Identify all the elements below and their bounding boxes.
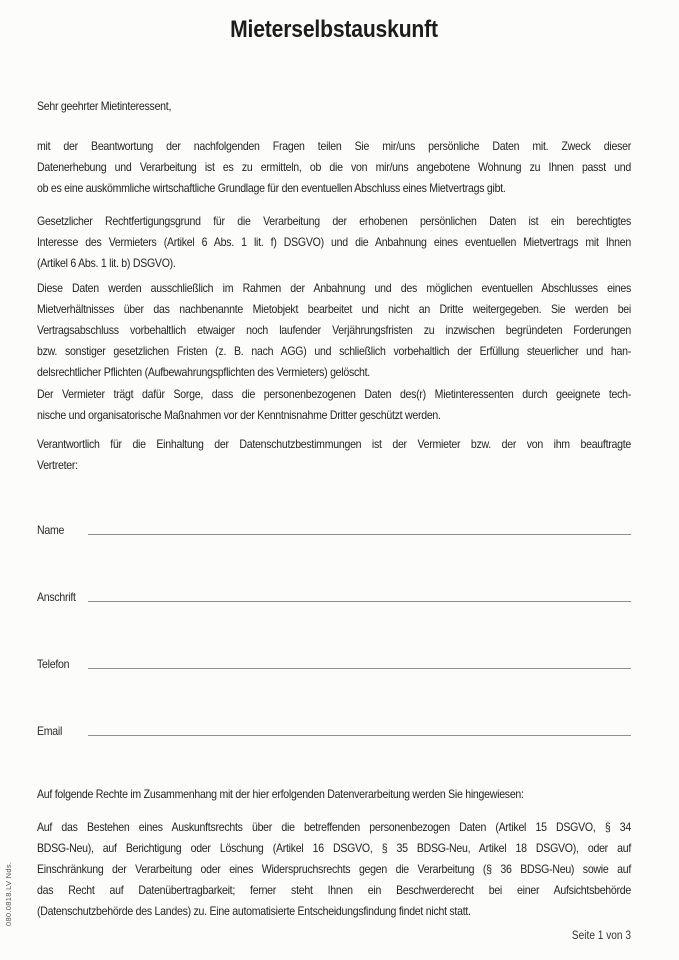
text-line: Der Vermieter trägt dafür Sorge, dass die personenbezogenen Daten des(r) Mietinteressenten durch geeignete tech-: [37, 387, 631, 401]
intro-paragraph-2: [37, 211, 631, 274]
text-line: mit der Beantwortung der nachfolgenden Fragen teilen Sie mir/uns persönliche Daten mit. Zweck dieser: [37, 139, 631, 153]
text-line: Vertreter:: [37, 458, 78, 472]
field-row-name: [37, 523, 631, 537]
form-code: 080.0818.LV Nds.: [4, 861, 13, 926]
telefon-field-label: Telefon: [37, 657, 70, 671]
name-field-line[interactable]: [88, 523, 631, 535]
text-line: Vertragsabschluss vorbehaltlich etwaiger noch laufender Verjährungsfristen zu inzwischen begründeten Forderungen: [37, 323, 631, 337]
field-row-email: [37, 724, 631, 738]
text-line: (Artikel 6 Abs. 1 lit. b) DSGVO).: [37, 256, 176, 270]
text-line: ob es eine auskömmliche wirtschaftliche Grundlage für den eventuellen Abschluss eines Mietvertrags gibt.: [37, 181, 506, 195]
page-title: Mieterselbstauskunft: [230, 16, 438, 43]
field-row-telefon: [37, 657, 631, 671]
intro-paragraph-5: [37, 434, 631, 476]
text-line: BDSG-Neu), auf Berichtigung oder Löschung (Artikel 16 DSGVO, § 35 BDSG-Neu, Artikel 18 DSGVO), oder auf: [37, 841, 631, 855]
text-line: Auf das Bestehen eines Auskunftsrechts über die betreffenden personenbezogen Daten (Artikel 15 DSGVO, § 34: [37, 820, 631, 834]
email-field-line[interactable]: [88, 724, 631, 736]
name-field-label: Name: [37, 523, 65, 537]
page-indicator: Seite 1 von 3: [571, 930, 631, 942]
anschrift-field-line[interactable]: [88, 590, 631, 602]
intro-paragraph-3: [37, 278, 631, 383]
rights-intro: Auf folgende Rechte im Zusammenhang mit der hier erfolgenden Datenverarbeitung werden Sie hingewiesen:: [37, 787, 524, 801]
text-line: Datenerhebung und Verarbeitung ist es zu ermitteln, ob die von mir/uns angebotene Wohnung zu Ihnen passt und: [37, 160, 631, 174]
rights-paragraph: [37, 817, 631, 922]
text-line: bzw. sonstiger gesetzlichen Fristen (z. B. nach AGG) und schließlich vorbehaltlich der Erfüllung steuerlicher und han-: [37, 344, 631, 358]
text-line: (Datenschutzbehörde des Landes) zu. Eine automatisierte Entscheidungsfindung findet nicht statt.: [37, 904, 471, 918]
email-field-label: Email: [37, 724, 63, 738]
text-line: Interesse des Vermieters (Artikel 6 Abs. 1 lit. f) DSGVO) und die Anbahnung eines eventuellen Mietvertrags mit Ihnen: [37, 235, 631, 249]
anschrift-field-label: Anschrift: [37, 590, 76, 604]
text-line: Einschränkung der Verarbeitung oder eines Widerspruchsrechts gegen die Verarbeitung (§ 36 BDSG-Neu) sowie auf: [37, 862, 631, 876]
text-line: nische und organisatorische Maßnahmen vor der Kenntnisnahme Dritter geschützt werden.: [37, 408, 441, 422]
intro-paragraph-4: [37, 384, 631, 426]
text-line: das Recht auf Datenübertragbarkeit; ferner steht Ihnen ein Beschwerderecht bei einer Aufsichtsbehörde: [37, 883, 631, 897]
text-line: Diese Daten werden ausschließlich im Rahmen der Anbahnung und des möglichen eventuellen Abschlusses eines: [37, 281, 631, 295]
content-area: [37, 0, 631, 960]
text-line: Verantwortlich für die Einhaltung der Datenschutzbestimmungen ist der Vermieter bzw. der von ihm beauftragte: [37, 437, 631, 451]
text-line: delsrechtlicher Pflichten (Aufbewahrungspflichten des Vermieters) gelöscht.: [37, 365, 370, 379]
salutation: Sehr geehrter Mietinteressent,: [37, 99, 172, 113]
telefon-field-line[interactable]: [88, 657, 631, 669]
field-row-anschrift: [37, 590, 631, 604]
intro-paragraph-1: [37, 136, 631, 199]
text-line: Mietverhältnisses über das nachbenannte Mietobjekt bearbeitet und nicht an Dritte weitergegeben. Sie werden bei: [37, 302, 631, 316]
text-line: Gesetzlicher Rechtfertigungsgrund für die Verarbeitung der erhobenen persönlichen Daten ist ein berechtigtes: [37, 214, 631, 228]
